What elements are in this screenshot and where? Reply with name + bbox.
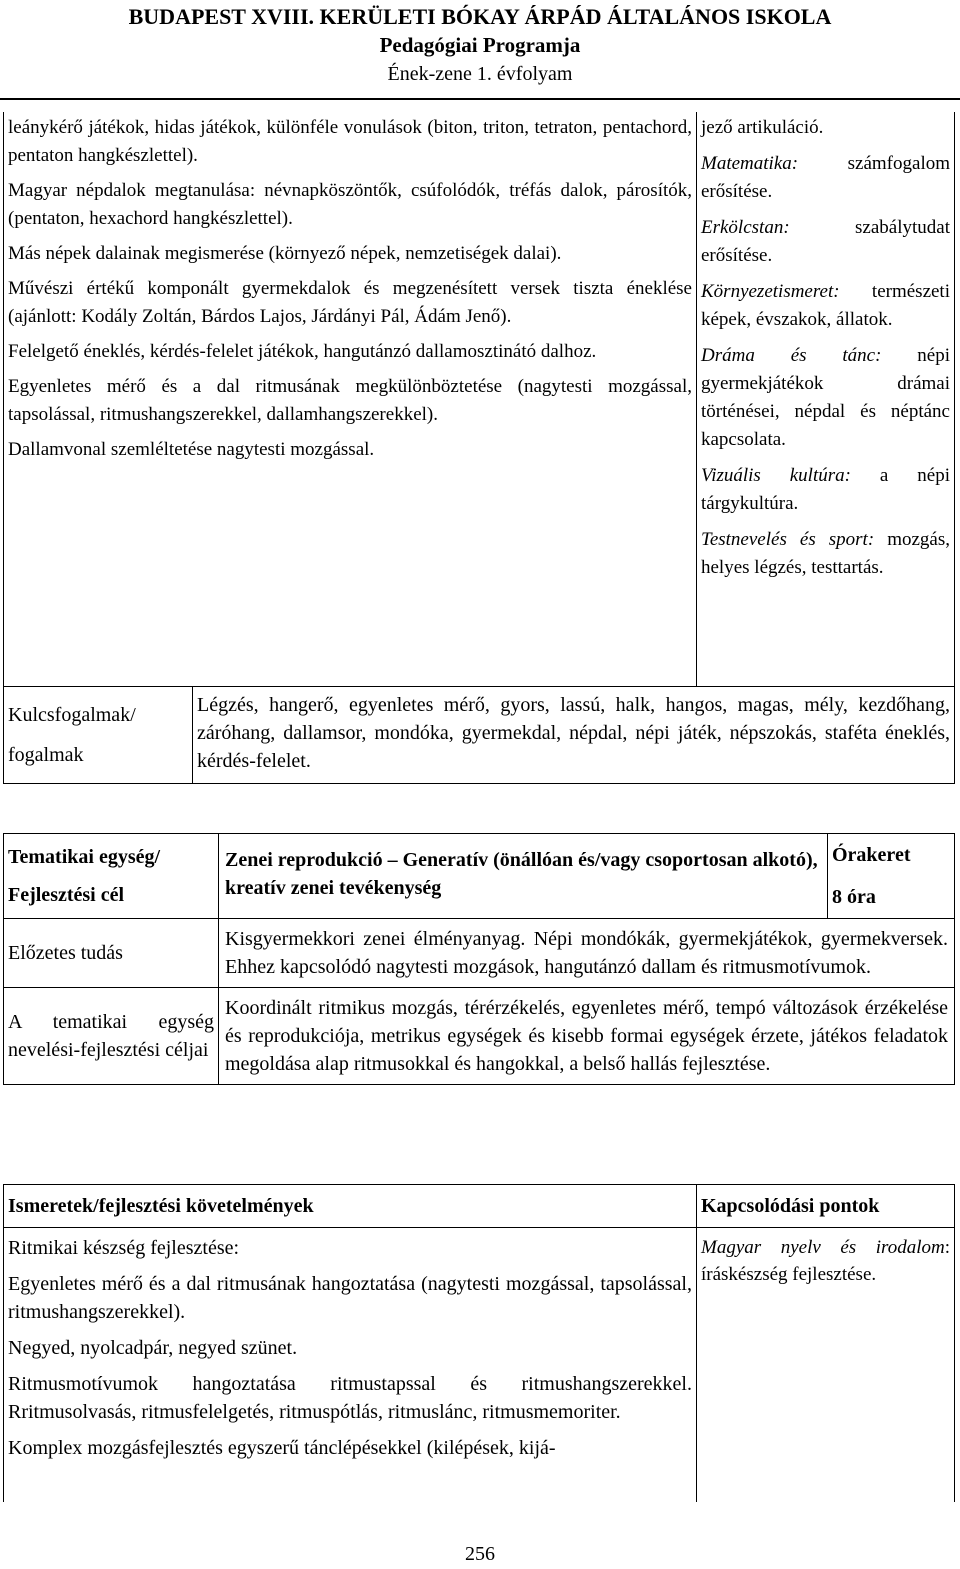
link-item <box>701 342 950 454</box>
link-item <box>701 214 950 270</box>
unit-title-cell <box>219 834 828 919</box>
content-paragraph: leánykérő játékok, hidas játékok, különféle vonulások (biton, triton, tetraton, pentachord, pentaton hangkészlettel). <box>8 117 692 166</box>
link-subject: Környezetismeret: <box>701 281 840 302</box>
prior-label: Előzetes tudás <box>8 942 123 964</box>
kulcs-row <box>4 687 955 784</box>
content-paragraph: Egyenletes mérő és a dal ritmusának megkülönböztetése (nagytesti mozgással, tapsolással, ritmushangszerekkel, dallamhangszerekkel). <box>8 376 692 425</box>
link-subject: Dráma és tánc: <box>701 345 882 366</box>
req-item: Negyed, nyolcadpár, negyed szünet. <box>8 1337 298 1359</box>
link-text: : íráskészség fejlesztése. <box>701 1237 950 1285</box>
req-header-cell <box>4 1185 697 1228</box>
kulcs-text: Légzés, hangerő, egyenletes mérő, gyors, lassú, halk, hangos, magas, mély, kezdőhang, záróhang, dallamsor, mondóka, gyermekdal, népdal, népi játék, népszokás, staféta éneklés, kérdés-felelet. <box>197 694 950 772</box>
requirements-table <box>3 1184 955 1502</box>
links-cell <box>697 112 955 687</box>
link-subject: Erkölcstan: <box>701 217 790 238</box>
links-header-cell <box>697 1185 955 1228</box>
unit-label: Tematikai egység/ Fejlesztési cél <box>8 846 161 906</box>
link-text: számfogalom erősítése. <box>701 153 950 202</box>
content-paragraph: Művészi értékű komponált gyermekdalok és megzenésített versek tiszta éneklése (ajánlott: Kodály Zoltán, Bárdos Lajos, Járdányi Pál, Ádám Jenő). <box>8 278 692 327</box>
kulcs-label: Kulcsfogalmak/ fogalmak <box>8 704 136 766</box>
goals-label-cell <box>4 988 219 1085</box>
prior-text-cell <box>219 919 955 988</box>
link-text: mozgás, helyes légzés, testtartás. <box>701 529 950 578</box>
unit-title: Zenei reprodukció – Generatív (önállóan és/vagy csoportosan alkotó), kreatív zenei tevékenység <box>225 849 818 899</box>
req-items-cell <box>4 1228 697 1503</box>
link-subject: Testnevelés és sport: <box>701 529 875 550</box>
continuation-table <box>3 112 955 784</box>
prior-text: Kisgyermekkori zenei élményanyag. Népi mondókák, gyermekjátékok, gyermekversek. Ehhez kapcsolódó nagytesti mozgások, hangutánzó dallam és ritmusmotívumok. <box>225 928 948 978</box>
kulcs-inner <box>4 687 954 783</box>
kulcs-text-cell <box>193 687 955 783</box>
link-item <box>701 150 950 206</box>
program-title: Pedagógiai Programja <box>379 33 581 57</box>
link-text: természeti képek, évszakok, állatok. <box>701 281 950 330</box>
link-item <box>701 526 950 582</box>
req-item: Komplex mozgásfejlesztés egyszerű tánclépésekkel (kilépések, kijá- <box>8 1437 556 1459</box>
goals-text-cell <box>219 988 955 1085</box>
content-paragraph: Más népek dalainak megismerése (környező népek, nemzetiségek dalai). <box>8 243 562 264</box>
unit-label-cell <box>4 834 219 919</box>
req-link <box>701 1234 950 1288</box>
content-cell <box>4 112 697 687</box>
links-header: Kapcsolódási pontok <box>701 1195 880 1217</box>
unit-table <box>3 833 955 1085</box>
school-name: BUDAPEST XVIII. KERÜLETI BÓKAY ÁRPÁD ÁLTALÁNOS ISKOLA <box>128 4 832 29</box>
link-text: a népi tárgykultúra. <box>701 465 950 514</box>
req-item: Ritmikai készség fejlesztése: <box>8 1237 240 1259</box>
link-subject: Vizuális kultúra: <box>701 465 851 486</box>
req-item: Ritmusmotívumok hangoztatása ritmustapssal és ritmushangszerekkel. Rritmusolvasás, ritmusfelelgetés, ritmuspótlás, ritmuslánc, ritmusmemoriter. <box>8 1373 692 1423</box>
kulcs-label-cell <box>4 687 193 783</box>
hours-value: 8 óra <box>832 886 876 908</box>
link-subject: Matematika: <box>701 153 799 174</box>
req-item: Egyenletes mérő és a dal ritmusának hangoztatása (nagytesti mozgással, tapsolással, ritmushangszerekkel). <box>8 1273 692 1323</box>
link-item <box>701 278 950 334</box>
content-paragraph: Dallamvonal szemléltetése nagytesti mozgással. <box>8 439 375 460</box>
link-text: szabálytudat erősítése. <box>701 217 950 266</box>
content-paragraph: Magyar népdalok megtanulása: névnapköszöntők, csúfolódók, tréfás dalok, párosítók, (pentaton, hexachord hangkészlettel). <box>8 180 692 229</box>
link-text: népi gyermekjátékok drámai történései, népdal és néptánc kapcsolata. <box>701 345 950 450</box>
link-item <box>701 462 950 518</box>
req-header: Ismeretek/fejlesztési követelmények <box>8 1195 314 1217</box>
page-header <box>0 2 960 89</box>
link-text: jező artikuláció. <box>701 117 824 138</box>
link-subject: Magyar nyelv és irodalom <box>701 1237 945 1258</box>
req-links-cell <box>697 1228 955 1503</box>
subject-title: Ének-zene 1. évfolyam <box>387 63 573 85</box>
prior-label-cell <box>4 919 219 988</box>
hours-cell <box>828 834 955 919</box>
header-rule <box>0 98 960 100</box>
page-number: 256 <box>465 1543 495 1565</box>
content-paragraph: Felelgető éneklés, kérdés-felelet játékok, hangutánzó dallamosztinátó dalhoz. <box>8 341 597 362</box>
goals-label: A tematikai egység nevelési-fejlesztési céljai <box>8 1011 214 1061</box>
goals-text: Koordinált ritmikus mozgás, térérzékelés, egyenletes mérő, tempó változások érzékelése és reprodukciója, metrikus egységek és kisebb formai egységek érzete, játékos feladatok megoldása alap ritmusokkal és hangokkal, a belső hallás fejlesztése. <box>225 997 948 1075</box>
hours-label: Órakeret <box>832 844 911 866</box>
